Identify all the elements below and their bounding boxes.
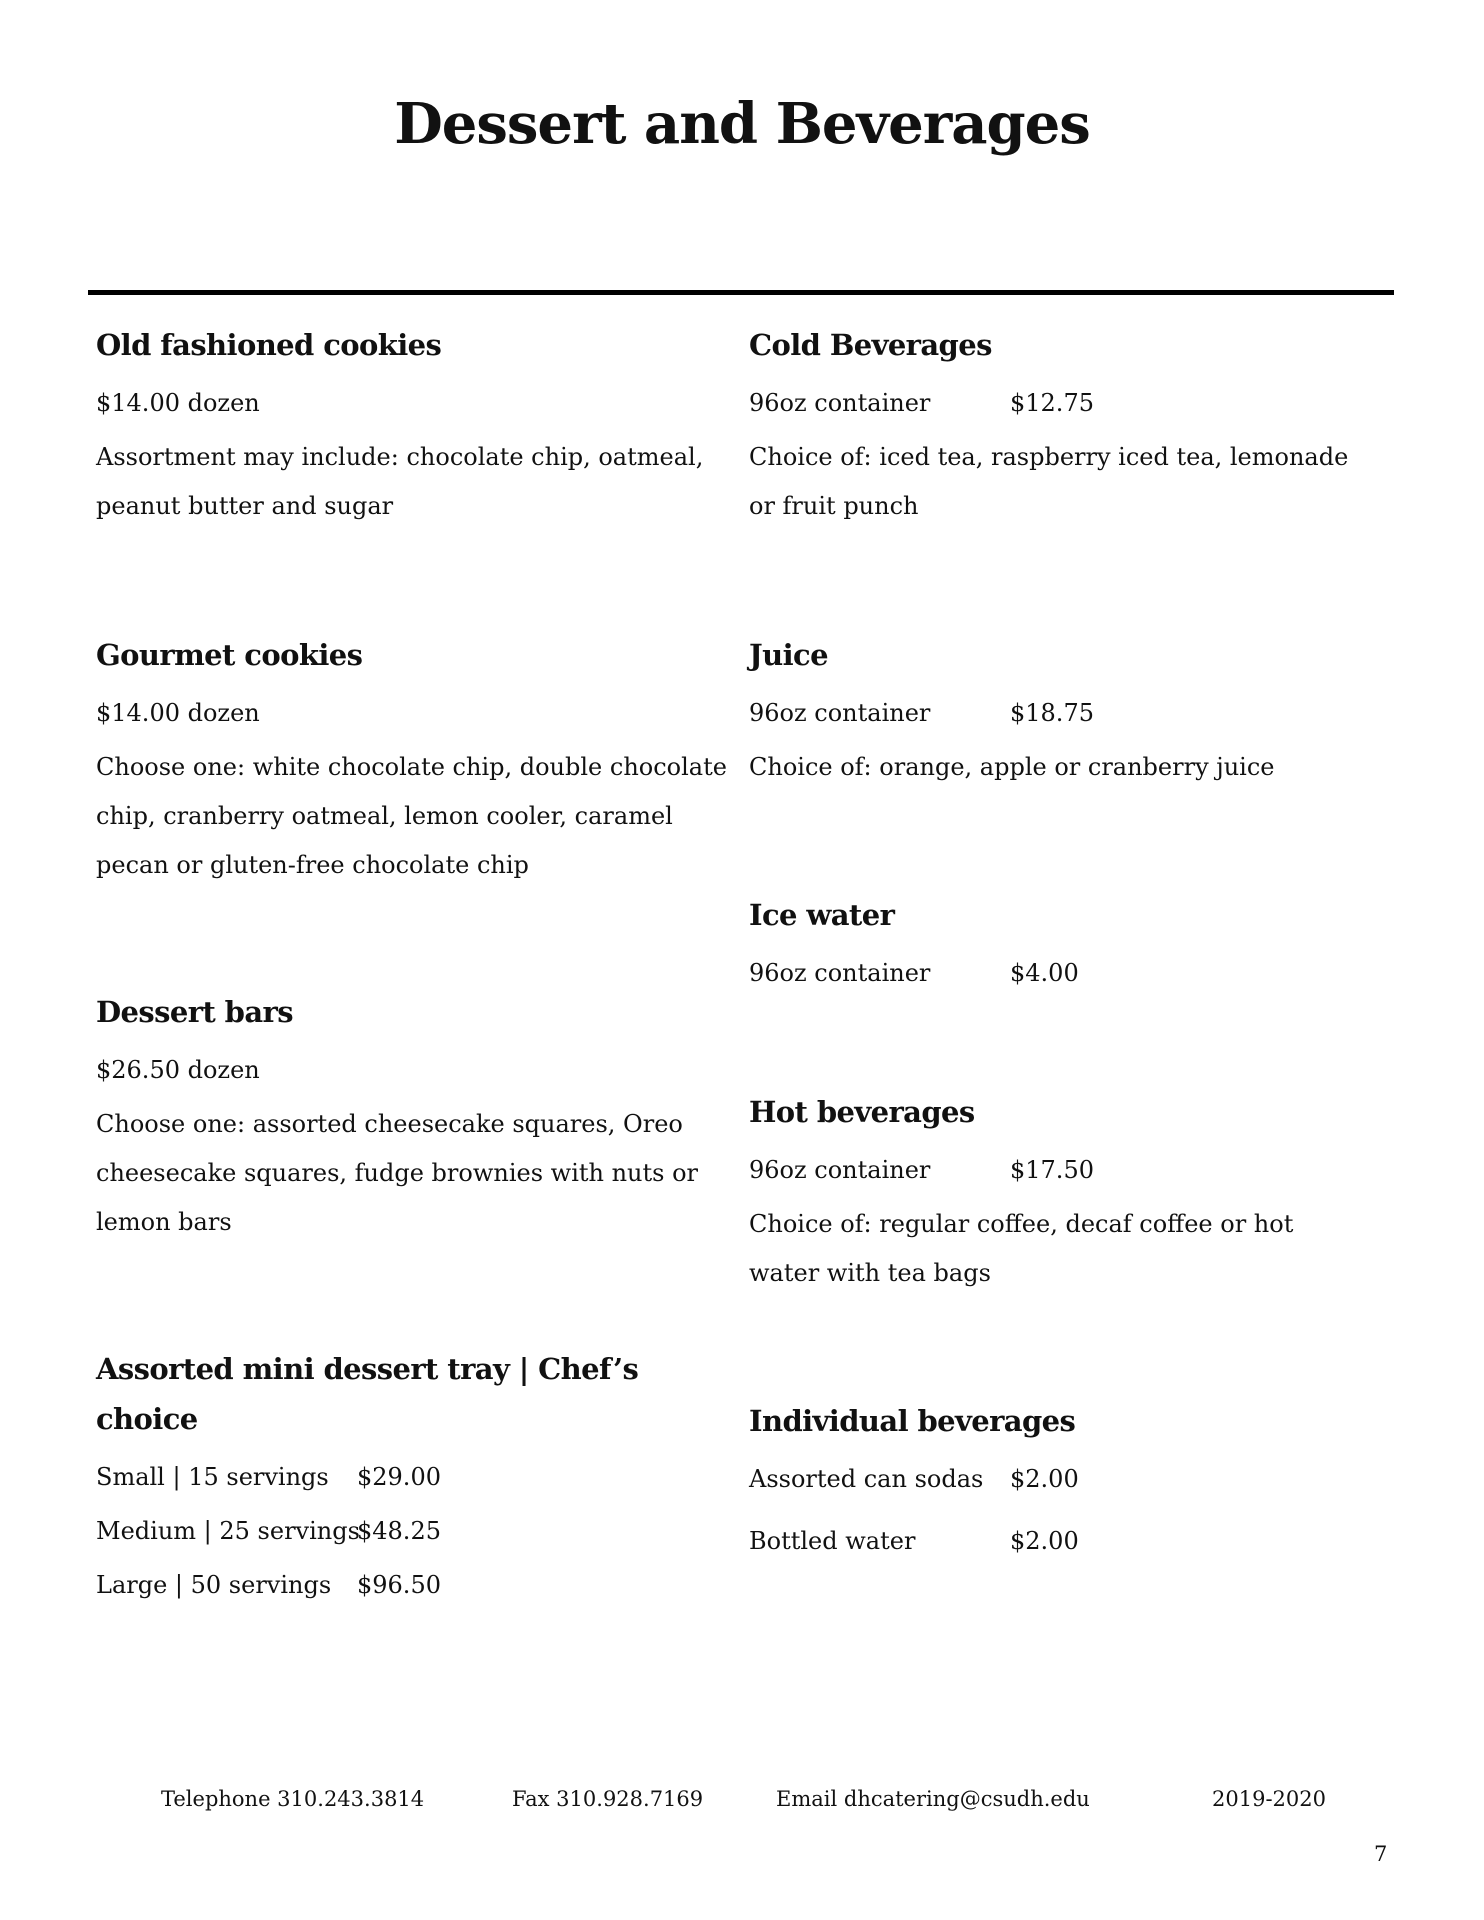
price: $14.00 dozen	[96, 389, 260, 417]
footer-year: 2019-2020	[1212, 1787, 1326, 1811]
beverage-label: Assorted can sodas	[749, 1465, 984, 1493]
dessert-bars-section	[96, 987, 736, 1247]
tray-size-row	[96, 1515, 736, 1547]
container-price: $17.50	[1010, 1156, 1094, 1184]
container-size: 96oz container	[749, 699, 931, 727]
container-size: 96oz container	[749, 959, 931, 987]
tray-size-price: $48.25	[357, 1517, 441, 1545]
section-heading: Assorted mini dessert tray | Chef’s choice	[96, 1352, 639, 1436]
section-heading: Juice	[749, 638, 828, 672]
container-price: $4.00	[1010, 959, 1079, 987]
page-number: 7	[1374, 1842, 1388, 1866]
description: Choose one: assorted cheesecake squares, Oreo cheesecake squares, fudge brownies with nuts or lemon bars	[96, 1110, 699, 1236]
price: $14.00 dozen	[96, 699, 260, 727]
individual-beverages-section	[749, 1396, 1369, 1557]
tray-size-price: $96.50	[357, 1571, 441, 1599]
tray-size-label: Small | 15 servings	[96, 1463, 329, 1491]
description: Choice of: iced tea, raspberry iced tea, lemonade or fruit punch	[749, 443, 1349, 520]
ice-water-section	[749, 890, 1369, 989]
tray-size-label: Large | 50 servings	[96, 1571, 332, 1599]
cold-beverages-section	[749, 320, 1369, 531]
section-heading: Ice water	[749, 898, 895, 932]
beverage-price: $2.00	[1010, 1465, 1079, 1493]
description: Choice of: orange, apple or cranberry juice	[749, 753, 1275, 781]
juice-section	[749, 630, 1369, 792]
description: Assortment may include: chocolate chip, oatmeal, peanut butter and sugar	[96, 443, 704, 520]
beverage-label: Bottled water	[749, 1527, 916, 1555]
gourmet-cookies-section	[96, 630, 736, 890]
tray-size-row	[96, 1569, 736, 1601]
section-heading: Cold Beverages	[749, 328, 992, 362]
footer-fax: Fax 310.928.7169	[512, 1787, 704, 1811]
container-size: 96oz container	[749, 389, 931, 417]
footer-telephone: Telephone 310.243.3814	[161, 1787, 425, 1811]
description: Choice of: regular coffee, decaf coffee or hot water with tea bags	[749, 1210, 1294, 1287]
container-row	[749, 1154, 1369, 1186]
tray-size-row	[96, 1461, 736, 1493]
old-fashioned-cookies-section	[96, 320, 736, 531]
container-price: $18.75	[1010, 699, 1094, 727]
container-row	[749, 697, 1369, 729]
title-divider	[88, 290, 1394, 295]
container-price: $12.75	[1010, 389, 1094, 417]
beverage-row	[749, 1525, 1369, 1557]
price: $26.50 dozen	[96, 1056, 260, 1084]
tray-size-price: $29.00	[357, 1463, 441, 1491]
footer-email: Email dhcatering@csudh.edu	[776, 1787, 1090, 1811]
hot-beverages-section	[749, 1087, 1369, 1298]
beverage-row	[749, 1463, 1369, 1495]
page-title: Dessert and Beverages	[394, 91, 1090, 157]
container-size: 96oz container	[749, 1156, 931, 1184]
section-heading: Hot beverages	[749, 1095, 975, 1129]
container-row	[749, 957, 1369, 989]
section-heading: Dessert bars	[96, 995, 293, 1029]
description: Choose one: white chocolate chip, double chocolate chip, cranberry oatmeal, lemon cooler, caramel pecan or gluten-free chocolate chip	[96, 753, 727, 879]
mini-dessert-tray-section	[96, 1344, 736, 1601]
section-heading: Individual beverages	[749, 1404, 1076, 1438]
beverage-price: $2.00	[1010, 1527, 1079, 1555]
section-heading: Gourmet cookies	[96, 638, 363, 672]
tray-size-label: Medium | 25 servings	[96, 1517, 360, 1545]
container-row	[749, 387, 1369, 419]
section-heading: Old fashioned cookies	[96, 328, 442, 362]
